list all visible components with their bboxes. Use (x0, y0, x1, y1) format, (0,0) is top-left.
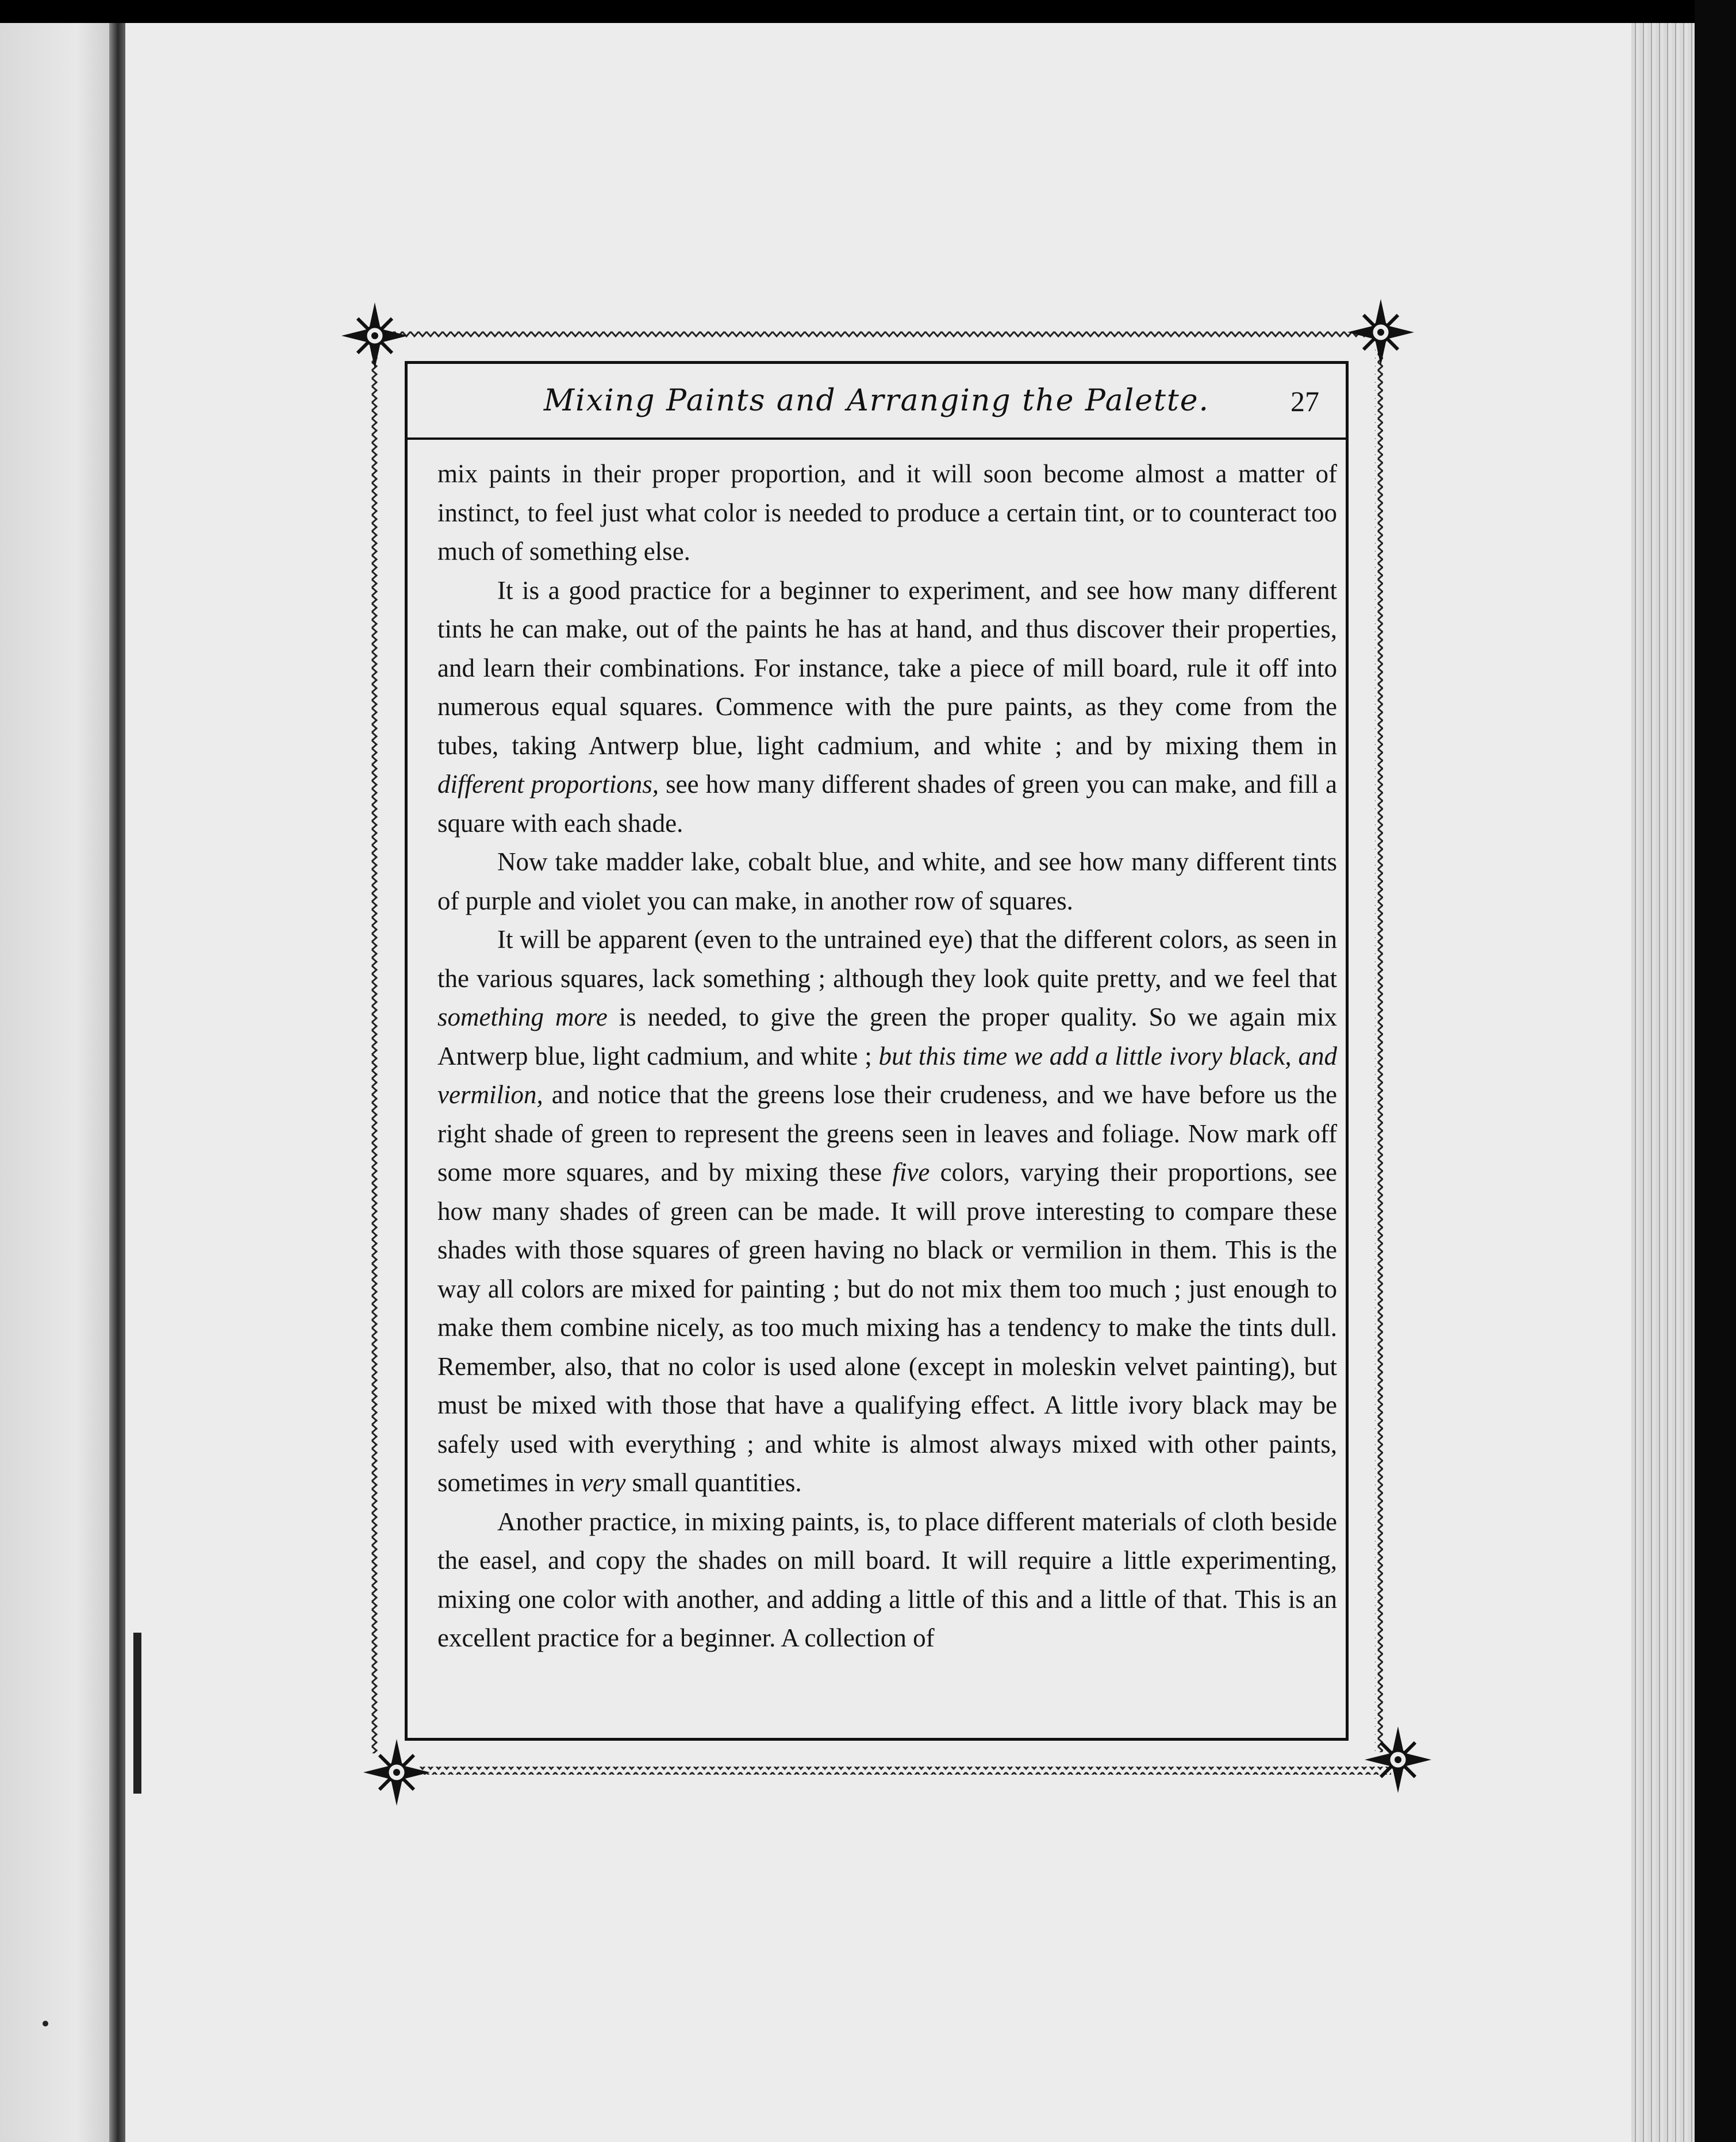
text-panel (405, 361, 1349, 1741)
paragraph-1: mix paints in their proper proportion, and it will soon become almost a matter of instinct, to feel just what color is needed to produce a certain tint, or to counteract too much of something else. (437, 459, 1337, 566)
paragraph-3: Now take madder lake, cobalt blue, and white, and see how many different tints of purple and violet you can make, in another row of squares. (437, 847, 1337, 915)
paragraph-2-emphasis: different proportions, (437, 770, 659, 799)
page-number: 27 (1291, 385, 1319, 417)
paragraph-4-text-e: small quantities. (625, 1468, 802, 1497)
paragraph-4-text-c: and notice that the greens lose their crudeness, and we have before us the right shade of green to represent the greens seen in leaves and foliage. Now mark off some more squares, and by mixing these (437, 1080, 1337, 1187)
corner-ornament-bottom-right (1365, 1726, 1431, 1793)
paragraph-4-emphasis-1: something more (437, 1003, 608, 1031)
running-head (408, 364, 1346, 440)
paragraph-4-text-a: It will be apparent (even to the untrained eye) that the different colors, as seen in the various squares, lack something ; although they look quite pretty, and we feel that (437, 925, 1337, 993)
paragraph-2 (437, 571, 1337, 843)
paragraph-4-text-d: colors, varying their proportions, see how many shades of green can be made. It will prove interesting to compare these shades with those squares of green having no black or vermilion in them. This is the way all colors are mixed for painting ; but do not mix them too much ; just enough to make them combine nicely, as too much mixing has a tendency to make the tints dull. Remember, also, that no color is used alone (except in moleskin velvet painting), but must be mixed with those that have a qualifying effect. A little ivory black may be safely used with everything ; and white is almost always mixed with other paints, sometimes in (437, 1158, 1337, 1497)
paragraph-4-emphasis-3: five (892, 1158, 930, 1187)
running-head-title: Mixing Paints and Arranging the Palette. (543, 383, 1210, 418)
paragraph-2-text-b: see how many different shades of green you can make, and fill a square with each shade. (437, 770, 1338, 838)
paragraph-4-emphasis-2: but this time we add a little ivory black, and vermilion, (437, 1041, 1337, 1109)
corner-ornament-top-left (341, 302, 408, 369)
paragraph-4-emphasis-4: very (581, 1468, 626, 1497)
body-text (437, 455, 1337, 1658)
paragraph-2-text-a: It is a good practice for a beginner to experiment, and see how many different tints he can make, out of the paints he has at hand, and thus discover their properties, and learn their combinations. For instance, take a piece of mill board, rule it off into numerous equal squares. Commence with the pure paints, as they come from the tubes, taking Antwerp blue, light cadmium, and white ; and by mixing them in (437, 575, 1337, 760)
paragraph-5: Another practice, in mixing paints, is, to place different materials of cloth beside the easel, and copy the shades on mill board. It will require a little experimenting, mixing one color with another, and adding a little of this and a little of that. This is an excellent practice for a beginner. A collection of (437, 1507, 1337, 1652)
corner-ornament-top-right (1347, 299, 1414, 366)
paragraph-4 (437, 920, 1337, 1503)
paragraph-4-text-b: is needed, to give the green the proper quality. So we again mix Antwerp blue, light cadmium, and white ; (437, 1003, 1337, 1070)
